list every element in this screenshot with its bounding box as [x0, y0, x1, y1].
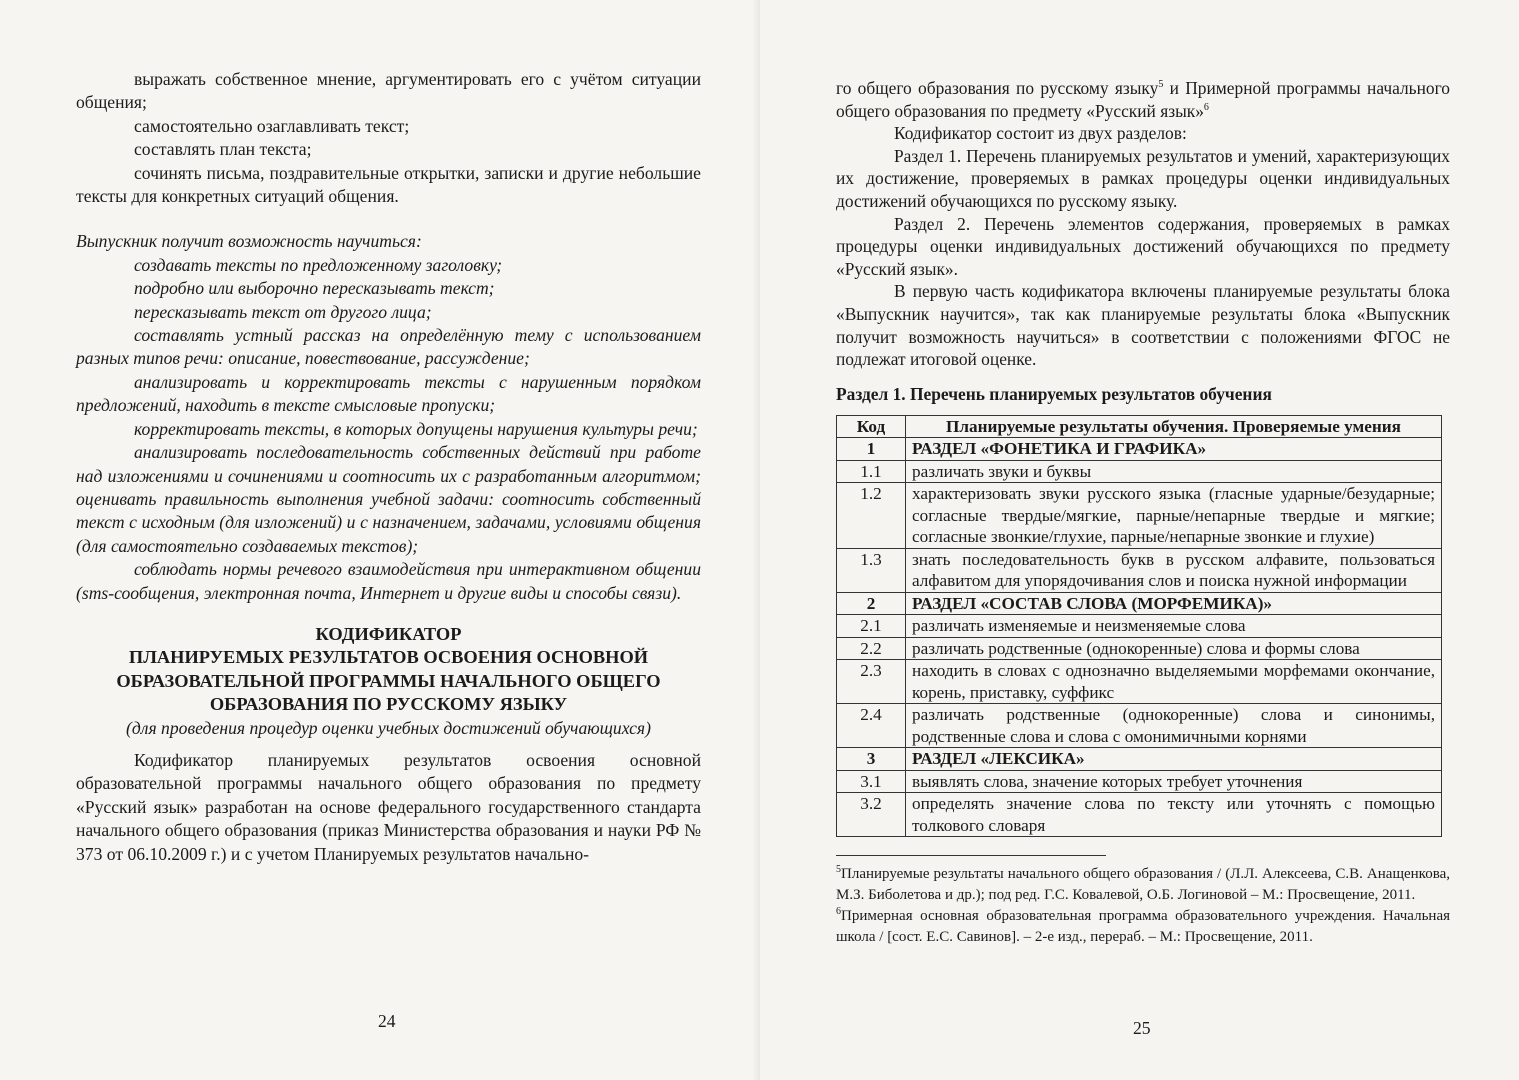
right-page-text: [836, 77, 1450, 948]
row-code: 3.1: [837, 770, 906, 793]
footnote: [836, 906, 1450, 948]
table-row-section: [837, 748, 1442, 771]
body-paragraph: Раздел 1. Перечень планируемых результатов и умений, характеризующих их достижение, проверяемых в рамках процедуры оценки индивидуальных достижений обучающихся по русскому языку.: [836, 145, 1450, 211]
table-header-row: [837, 415, 1442, 438]
column-header-results: Планируемые результаты обучения. Проверяемые умения: [906, 415, 1442, 438]
body-paragraph: Кодификатор состоит из двух разделов:: [894, 123, 1187, 144]
row-code: 1: [837, 438, 906, 461]
body-paragraph: Раздел 2. Перечень элементов содержания, проверяемых в рамках процедуры оценки индивидуальных достижений обучающихся по предмету «Русский язык».: [836, 213, 1450, 279]
table-row: [837, 793, 1442, 837]
table-row: [837, 483, 1442, 549]
opportunity-item: пересказывать текст от другого лица;: [134, 301, 432, 322]
row-text: РАЗДЕЛ «СОСТАВ СЛОВА (МОРФЕМИКА)»: [906, 592, 1442, 615]
skill-item: сочинять письма, поздравительные открытки, записки и другие небольшие тексты для конкретных ситуаций общения.: [76, 162, 701, 207]
row-code: 1.3: [837, 548, 906, 592]
opportunity-heading: Выпускник получит возможность научиться:: [76, 231, 422, 252]
table-row: [837, 548, 1442, 592]
continuation-text: го общего образования по русскому языку: [836, 78, 1159, 98]
skill-item: самостоятельно озаглавливать текст;: [134, 115, 410, 136]
table-row-section: [837, 592, 1442, 615]
skill-item: выражать собственное мнение, аргументировать его с учётом ситуации общения;: [76, 69, 701, 113]
row-text: различать родственные (однокоренные) слова и синонимы, родственные слова и слова с омонимичными корнями: [906, 704, 1442, 748]
codifier-title-line: ПЛАНИРУЕМЫХ РЕЗУЛЬТАТОВ ОСВОЕНИЯ ОСНОВНОЙ: [128, 647, 649, 668]
codifier-table: [836, 415, 1442, 838]
row-text: различать звуки и буквы: [906, 460, 1442, 483]
opportunity-item: анализировать и корректировать тексты с нарушенным порядком предложений, находить в тексте смысловые пропуски;: [76, 371, 701, 416]
row-code: 1.1: [837, 460, 906, 483]
footnote-text: Примерная основная образовательная программа образовательного учреждения. Начальная школа / [сост. Е.С. Савинов]. – 2-е изд., перераб. – М.: Просвещение, 2011.: [836, 908, 1450, 946]
continuation-paragraph: [836, 77, 1450, 122]
row-text: РАЗДЕЛ «ФОНЕТИКА И ГРАФИКА»: [906, 438, 1442, 461]
row-code: 2.2: [837, 637, 906, 660]
table-row: [837, 770, 1442, 793]
row-text: выявлять слова, значение которых требует уточнения: [906, 770, 1442, 793]
row-code: 2.3: [837, 660, 906, 704]
footnote-ref: 5: [1158, 79, 1164, 91]
section-title: Раздел 1. Перечень планируемых результатов обучения: [836, 383, 1272, 404]
row-text: находить в словах с однозначно выделяемыми морфемами окончание, корень, приставку, суффикс: [906, 660, 1442, 704]
right-page: [760, 0, 1519, 1080]
table-row: [837, 615, 1442, 638]
codifier-subtitle: (для проведения процедур оценки учебных достижений обучающихся): [126, 717, 651, 738]
footnote-number: 5: [836, 864, 841, 876]
row-code: 2.1: [837, 615, 906, 638]
opportunity-item: соблюдать нормы речевого взаимодействия при интерактивном общении (sms-сообщения, электронная почта, Интернет и другие виды и способы связи).: [76, 559, 701, 603]
row-text: различать родственные (однокоренные) слова и формы слова: [906, 637, 1442, 660]
table-row: [837, 704, 1442, 748]
footnote-text: Планируемые результаты начального общего образования / (Л.Л. Алексеева, С.В. Анащенкова, М.З. Биболетова и др.); под ред. Г.С. Ковалевой, О.Б. Логиновой – М.: Просвещение, 2011.: [836, 866, 1450, 904]
table-row: [837, 460, 1442, 483]
continuation-text: и Примерной программы начального общего образования по предмету «Русский язык»: [836, 78, 1450, 121]
opportunity-item: подробно или выборочно пересказывать текст;: [134, 278, 495, 299]
row-code: 3: [837, 748, 906, 771]
codifier-title-line: ОБРАЗОВАТЕЛЬНОЙ ПРОГРАММЫ НАЧАЛЬНОГО ОБЩЕГО: [116, 670, 661, 691]
page-number-right: 25: [1133, 1018, 1151, 1038]
skill-item: составлять план текста;: [134, 139, 312, 160]
intro-paragraph: Кодификатор планируемых результатов освоения основной образовательной программы начального общего образования по предмету «Русский язык» разработан на основе федерального государственного стандарта начального общего образования (приказ Министерства образования и науки РФ № 373 от 06.10.2009 г.) и с учетом Планируемых результатов начально-: [76, 749, 701, 864]
footnote-ref: 6: [1203, 101, 1209, 113]
body-paragraph: В первую часть кодификатора включены планируемые результаты блока «Выпускник научится», так как планируемые результаты блока «Выпускник получит возможность научиться» в соответствии с положениями ФГОС не подлежат итоговой оценке.: [836, 281, 1450, 370]
codifier-title: [76, 623, 701, 717]
left-page-text: [76, 68, 701, 866]
page-number-left: 24: [378, 1011, 396, 1031]
footnote-number: 6: [836, 906, 841, 918]
row-text: определять значение слова по тексту или уточнять с помощью толкового словаря: [906, 793, 1442, 837]
footnote-separator: [836, 855, 1106, 856]
table-row: [837, 660, 1442, 704]
codifier-title-line: КОДИФИКАТОР: [315, 623, 462, 644]
opportunity-item: составлять устный рассказ на определённую тему с использованием разных типов речи: описание, повествование, рассуждение;: [76, 325, 701, 369]
row-code: 1.2: [837, 483, 906, 549]
row-code: 3.2: [837, 793, 906, 837]
row-text: характеризовать звуки русского языка (гласные ударные/безударные; согласные твердые/мягкие, парные/непарные твердые и мягкие; согласные звонкие/глухие, парные/непарные звонкие и глухие): [906, 483, 1442, 549]
row-text: различать изменяемые и неизменяемые слова: [906, 615, 1442, 638]
row-code: 2.4: [837, 704, 906, 748]
footnote: [836, 864, 1450, 906]
opportunity-item: создавать тексты по предложенному заголовку;: [134, 254, 503, 275]
table-row: [837, 637, 1442, 660]
row-text: знать последовательность букв в русском алфавите, пользоваться алфавитом для упорядочивания слов и поиска нужной информации: [906, 548, 1442, 592]
row-code: 2: [837, 592, 906, 615]
opportunity-item: анализировать последовательность собственных действий при работе над изложениями и сочинениями и соотносить их с разработанным алгоритмом; оценивать правильность выполнения учебной задачи: соотносить собственный текст с исходным (для изложений) и с назначением, задачами, условиями общения (для самостоятельно создаваемых текстов);: [76, 442, 701, 556]
opportunity-item: корректировать тексты, в которых допущены нарушения культуры речи;: [134, 418, 698, 439]
column-header-code: Код: [837, 415, 906, 438]
table-row-section: [837, 438, 1442, 461]
codifier-title-line: ОБРАЗОВАНИЯ ПО РУССКОМУ ЯЗЫКУ: [209, 694, 568, 715]
row-text: РАЗДЕЛ «ЛЕКСИКА»: [906, 748, 1442, 771]
